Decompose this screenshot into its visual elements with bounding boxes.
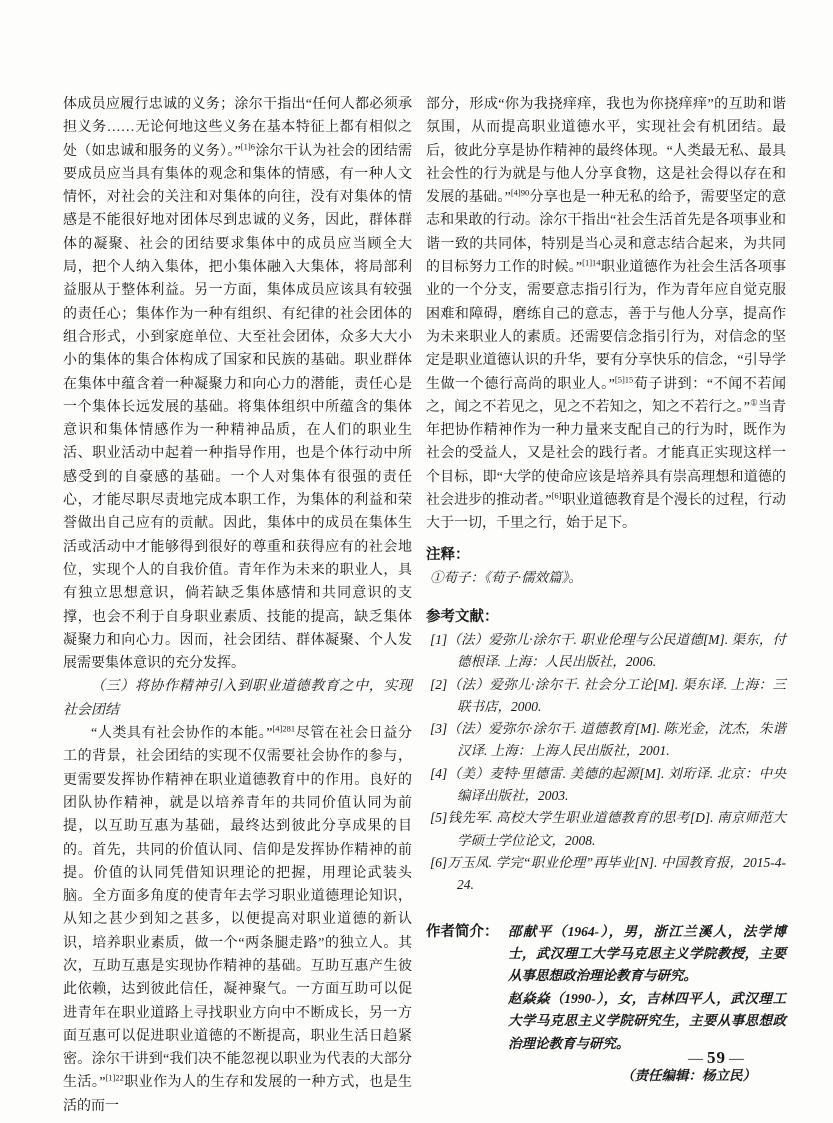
right-column: [426, 93, 786, 1118]
reference-item: [2]（法）爱弥儿·涂尔干. 社会分工论[M]. 渠东译. 上海：三联书店，2000.: [430, 676, 786, 714]
author-bio-list: [508, 921, 786, 1055]
body-text: 分享也是一种无私的给予，需要坚定的意志和果敢的行动。涂尔干指出“社会生活首先是各项事业和谐一致的共同体，特别是当心灵和意志结合起来，为共同的目标努力工作的时候。”: [426, 190, 787, 276]
author-bio-section: [426, 921, 786, 1055]
author-bio-entry: 邵献平（1964-），男，浙江兰溪人，法学博士，武汉理工大学马克思主义学院教授，主要从事思想政治理论教育与研究。: [508, 923, 786, 984]
body-text: 体成员应履行忠诚的义务；涂尔干指出“任何人都必须承担义务……无论何地这些义务在基本特征上都有相似之处（如忠诚和服务的义务）。”: [63, 97, 412, 159]
citation-superscript: [6]: [551, 490, 562, 501]
citation-superscript: [1]14: [582, 257, 601, 268]
text-columns: [63, 93, 786, 1118]
reference-item: [1]（法）爱弥儿·涂尔干. 职业伦理与公民道德[M]. 渠东，付德根译. 上海：人民出版社，2006.: [430, 631, 786, 670]
body-paragraph-1: [63, 93, 412, 675]
notes-label: 注释：: [426, 546, 470, 563]
body-paragraph-2: [63, 722, 412, 1118]
body-text: 荀子讲到：“不闻不若闻之，闻之不若见之，见之不若知之，知之不若行之。”: [426, 376, 786, 415]
reference-item: [6]万玉凤. 学完“职业伦理”再毕业[N]. 中国教育报，2015-4-24.: [430, 854, 786, 893]
body-text: 职业作为人的生存和发展的一种方式，也是生活的而一: [63, 1075, 412, 1114]
references-section: [426, 606, 786, 897]
author-bio-entry: 赵焱焱（1990-），女，吉林四平人，武汉理工大学马克思主义学院研究生，主要从事思想政治理论教育与研究。: [508, 990, 786, 1051]
body-text: 部分，形成“你为我挠痒痒，我也为你挠痒痒”的互助和谐氛围，从而提高职业道德水平，实现社会有机团结。最后，彼此分享是协作精神的最终体现。“人类最无私、最具社会性的行为就是与他人分享食物，这是社会得以存在和发展的基础。”: [426, 97, 786, 206]
note-item: ①荀子：《荀子·儒效篇》。: [430, 569, 582, 585]
reference-item: [4]（美）麦特·里德雷. 美德的起源[M]. 刘珩译. 北京：中央编译出版社，2003.: [430, 765, 786, 804]
left-column: [63, 93, 412, 1118]
section-heading: （三）将协作精神引入到职业道德教育之中，实现社会团结: [63, 679, 412, 718]
body-text: 当青年把协作精神作为一种力量来支配自己的行为时，既作为社会的受益人，又是社会的践行者。才能真正实现这样一个目标，即“大学的使命应该是培养具有崇高理想和道德的社会进步的推动者。”: [426, 399, 787, 509]
editor-note: （责任编辑：杨立民）: [621, 1067, 756, 1083]
body-text: 职业道德教育是个漫长的过程，行动大于一切，千里之行，始于足下。: [426, 493, 787, 532]
citation-superscript: [4]281: [272, 723, 296, 734]
notes-section: [426, 544, 786, 589]
citation-superscript: [5]15: [614, 373, 634, 384]
citation-superscript: [1]6: [240, 140, 255, 151]
body-paragraph-3: [426, 93, 786, 536]
citation-superscript: [1]22: [105, 1072, 124, 1083]
body-text: 尽管在社会日益分工的背景，社会团结的实现不仅需要社会协作的参与，更需要发挥协作精神在职业道德教育中的作用。良好的团队协作精神，就是以培养青年的共同价值认同为前提，以互助互惠为基础，最终达到彼此分享成果的目的。首先，共同的价值认同、信仰是发挥协作精神的前提。价值的认同凭借知识理论的把握，用理论武装头脑。全方面多角度的使青年去学习职业道德理论知识，从知之甚少到知之甚多，以便提高对职业道德的新认识，培养职业素质，做一个“两条腿走路”的独立人。其次，互助互惠是实现协作精神的基础。互助互惠产生彼此依赖，达到彼此信任，凝神聚气。一方面互助可以促进青年在职业道路上寻找职业方向中不断成长，另一方面互惠可以促进职业道德的不断提高，职业生活日趋紧密。涂尔干讲到“我们决不能忽视以职业为代表的大部分生活。”: [63, 726, 413, 1091]
page-number-value: 59: [707, 1048, 726, 1067]
references-list: [426, 629, 786, 897]
page-number-dash-left: —: [688, 1051, 704, 1067]
notes-list: [426, 567, 786, 589]
page-number-dash-right: —: [729, 1051, 745, 1067]
body-text: 职业道德作为社会生活各项事业的一个分支，需要意志指引行为，作为青年应自觉克服困难和障碍，磨练自己的意志，善于与他人分享，提高作为未来职业人的素质。还需要信念指引行为，对信念的坚定是职业道德认识的升华，要有分享快乐的信念，“引导学生做一个德行高尚的职业人。”: [426, 260, 787, 392]
body-text: 涂尔干认为社会的团结需要成员应当具有集体的观念和集体的情感，有一种人文情怀，对社会的关注和对集体的向往，没有对集体的情感是不能很好地对团体尽到忠诚的义务，因此，群体群体的凝聚、社会的团结要求集体中的成员应当顾全大局，把个人纳入集体，把小集体融入大集体，将局部利益服从于整体利益。另一方面，集体成员应该具有较强的责任心；集体作为一种有组织、有纪律的社会团体的组合形式，小到家庭单位、大至社会团体，众多大大小小的集体的集合体构成了国家和民族的基础。职业群体在集体中蕴含着一种凝聚力和向心力的潜能，责任心是一个集体长远发展的基础。将集体组织中所蕴含的集体意识和集体情感作为一种精神品质，在人们的职业生活、职业活动中起着一种指导作用，也是个体行动中所感受到的自豪感的基础。一个人对集体有很强的责任心，才能尽职尽责地完成本职工作，为集体的利益和荣誉做出自己应有的贡献。因此，集体中的成员在集体生活或活动中才能够得到很好的尊重和获得应有的社会地位，实现个人的自我价值。青年作为未来的职业人，具有独立思想意识，倘若缺乏集体感情和共同意识的支撑，也会不利于自身职业素质、技能的提高，缺乏集体凝聚力和向心力。因而，社会团结、群体凝聚、个人发展需要集体意识的充分发挥。: [63, 143, 412, 672]
reference-item: [3]（法）爱弥尔·涂尔干. 道德教育[M]. 陈光金，沈杰，朱谐汉译. 上海：上海人民出版社，2001.: [430, 721, 786, 759]
body-text: “人类具有社会协作的本能。”: [91, 726, 273, 742]
citation-superscript: [4]90: [510, 187, 530, 198]
reference-item: [5]钱先军. 高校大学生职业道德教育的思考[D]. 南京师范大学硕士学位论文，2008.: [430, 810, 786, 848]
author-bio-label: 作者简介：: [426, 923, 499, 940]
page-number: [688, 1048, 745, 1068]
citation-superscript: ①: [750, 397, 758, 408]
references-label: 参考文献：: [426, 608, 499, 625]
